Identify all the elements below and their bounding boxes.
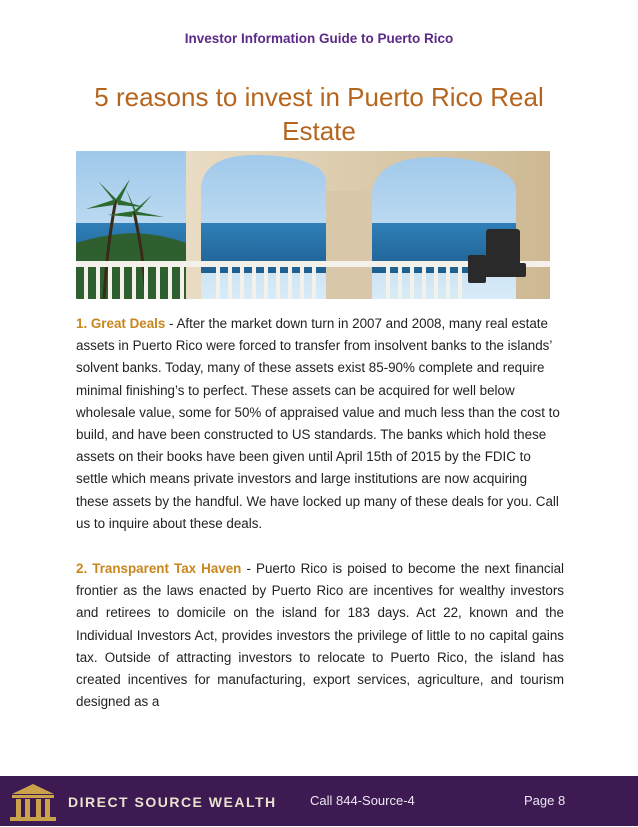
page-title: 5 reasons to invest in Puerto Rico Real Estate (94, 82, 544, 146)
section-lead: 2. Transparent Tax Haven (76, 561, 242, 576)
page-number: Page 8 (524, 793, 566, 808)
brand-name: DIRECT SOURCE WEALTH (68, 794, 277, 810)
columns-logo-icon (8, 782, 58, 827)
section-body: - After the market down turn in 2007 and 2008, many real estate assets in Puerto Rico were forced to transfer from insolvent banks to the islands’ solvent banks. Today, many of these assets exist 85-90% complete and require minimal finishing’s to perfect. These assets can be acquired for well below wholesale value, some for 50% of appraised value and much less than the cost to build, and have been constructed to US standards. The banks which hold these assets on their books have been given until April 15th of 2015 by the FDIC to settle which means private investors and large institutions are now acquiring these assets by the handful. We have locked up many of these deals for you. Call us to inquire about these deals. (76, 316, 560, 531)
running-header: Investor Information Guide to Puerto Rico (184, 31, 454, 46)
section-lead: 1. Great Deals (76, 316, 166, 331)
page-footer (0, 776, 638, 826)
footer-phone: Call 844-Source-4 (310, 793, 415, 808)
section-tax-haven (76, 558, 564, 713)
hero-photo-balcony (76, 151, 550, 299)
section-great-deals (76, 313, 562, 535)
section-body: - Puerto Rico is poised to become the next financial frontier as the laws enacted by Puerto Rico are incentives for wealthy investors and retirees to domicile on the island for 183 days. Act 22, known and the Individual Investors Act, provides investors the privilege of little to no capital gains tax. Outside of attracting investors to relocate to Puerto Rico, the island has created incentives for manufacturing, export services, agriculture, and tourism designed as a (76, 561, 564, 710)
